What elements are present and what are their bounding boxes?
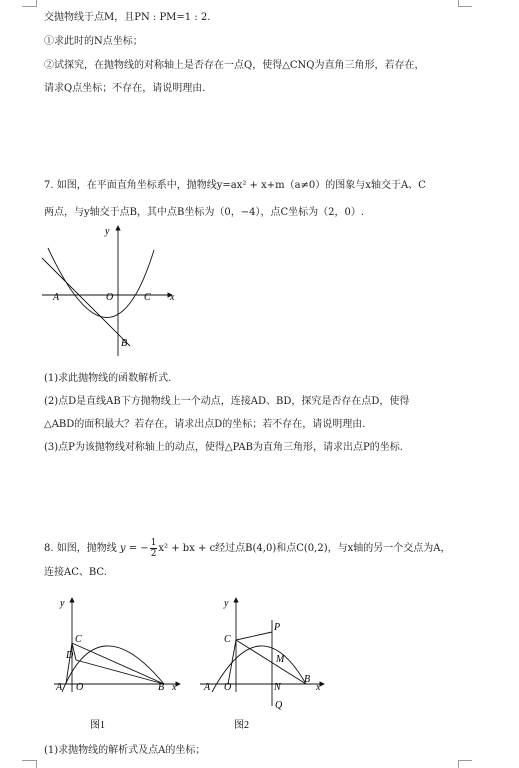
parabola — [48, 248, 154, 318]
label-b: B — [158, 682, 165, 693]
label-o: O — [76, 682, 84, 693]
line-cb — [236, 640, 306, 684]
label-q: Q — [275, 700, 283, 711]
q7-sub-3: (3)点P为该抛物线对称轴上的动点，使得△PAB为直角三角形，请求出点P的坐标. — [44, 442, 403, 453]
q7-line-2: 两点，与y轴交于点B，其中点B坐标为（0，−4），点C坐标为（2，0）. — [44, 207, 365, 218]
label-d: D — [66, 650, 74, 661]
label-x: x — [170, 292, 175, 303]
q7-sub-2a: (2)点D是直线AB下方抛物线上一个动点，连接AD、BD，探究是否存在点D，使得 — [44, 396, 410, 407]
fraction-denominator: 2 — [150, 549, 157, 559]
q7-line-1: 7. 如图，在平面直角坐标系中，抛物线y=ax² + x+m（a≠0）的图象与x轴交于A、C — [44, 180, 426, 191]
q7-figure — [38, 220, 188, 360]
crop-mark-tr-v — [458, 0, 459, 7]
fraction-numerator: 1 — [150, 538, 157, 548]
q7-sub-1: (1)求此抛物线的函数解析式. — [44, 373, 172, 384]
line-cp — [236, 632, 272, 640]
crop-mark-br-v — [458, 760, 459, 768]
label-x: x — [316, 682, 321, 693]
label-n: N — [274, 682, 281, 693]
caption-fig2: 图2 — [234, 720, 249, 731]
q8-line-1-end: x² + bx + c经过点B(4,0)和点C(0,2)，与x轴的另一个交点为A， — [158, 543, 451, 554]
q8-y-eq: y = − — [119, 543, 149, 554]
caption-fig1: 图1 — [90, 720, 105, 731]
top-line-3: ②试探究，在抛物线的对称轴上是否存在一点Q，使得△CNQ为直角三角形，若存在， — [44, 60, 425, 71]
label-a: A — [53, 292, 60, 303]
q8-figure-2 — [196, 594, 336, 734]
label-y: y — [60, 598, 65, 609]
top-line-1: 交抛物线于点M，且PN : PM=1 : 2. — [44, 12, 211, 23]
q8-figure-1 — [48, 594, 188, 734]
label-y: y — [224, 598, 229, 609]
line-db — [76, 660, 164, 684]
crop-mark-tl-h — [22, 6, 36, 7]
crop-mark-bl-v — [36, 760, 37, 768]
crop-mark-tl-v — [36, 0, 37, 7]
crop-mark-bl-h — [22, 760, 36, 761]
label-o: O — [224, 682, 232, 693]
label-c: C — [224, 634, 231, 645]
crop-mark-br-h — [458, 760, 472, 761]
label-b: B — [121, 338, 128, 349]
q8-line-2: 连接AC、BC. — [44, 567, 107, 578]
label-a: A — [204, 682, 211, 693]
label-a: A — [56, 682, 63, 693]
label-p: P — [274, 622, 281, 633]
label-o: O — [106, 292, 114, 303]
q7-sub-2b: △ABD的面积最大？若存在，请求出点D的坐标；若不存在，请说明理由. — [44, 419, 366, 430]
top-line-2: ①求此时的N点坐标； — [44, 36, 143, 47]
crop-mark-tr-h — [458, 6, 472, 7]
top-line-4: 请求Q点坐标；不存在，请说明理由. — [44, 83, 206, 94]
label-c: C — [144, 292, 151, 303]
q8-line-1 — [44, 538, 450, 559]
line-cb — [72, 643, 164, 684]
label-c: C — [75, 634, 82, 645]
line-ac — [228, 640, 236, 684]
label-y: y — [105, 226, 110, 237]
label-x: x — [172, 682, 177, 693]
label-b: B — [304, 674, 311, 685]
label-m: M — [276, 654, 285, 665]
q8-sub-1: (1)求抛物线的解析式及点A的坐标； — [44, 745, 206, 756]
q8-line-1-start: 8. 如图，抛物线 — [44, 543, 117, 554]
fraction — [150, 538, 158, 559]
